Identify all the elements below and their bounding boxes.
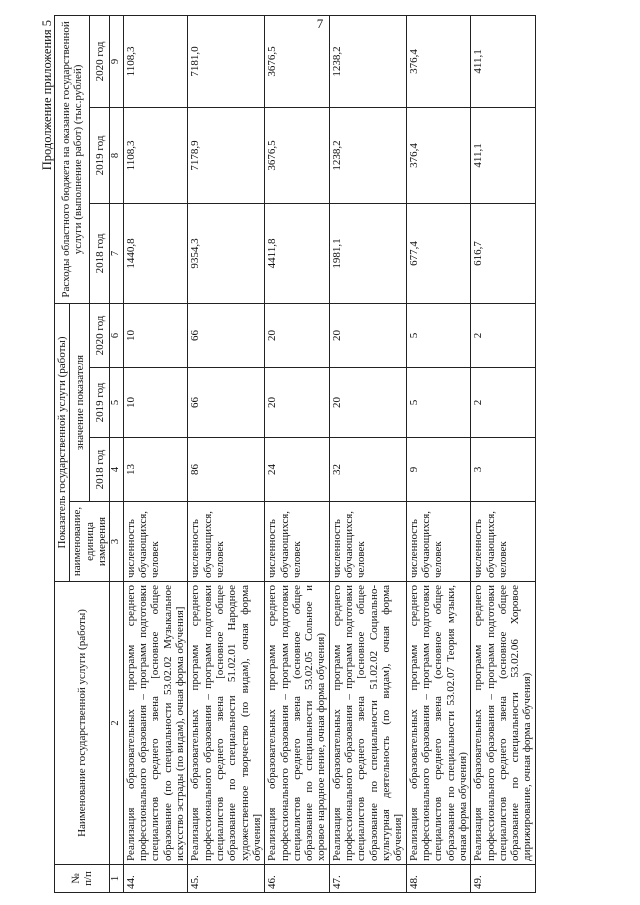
column-number: 3 bbox=[110, 502, 124, 582]
header-expense-2018: 2018 год bbox=[90, 203, 110, 303]
expense-2020: 1108,3 bbox=[123, 15, 188, 107]
value-2020: 20 bbox=[265, 303, 330, 367]
column-number: 8 bbox=[110, 107, 124, 203]
table-row bbox=[265, 15, 330, 892]
service-name: Реализация образовательных программ среднего профессионального образования – программ подготовки специалистов среднего звена (основное общее образование по специальности 53.02.05 Сольное и хоровое народное пение, очная форма обучения) bbox=[265, 582, 330, 865]
expense-2018: 9354,3 bbox=[188, 203, 265, 303]
column-number: 2 bbox=[110, 582, 124, 865]
header-value-2020: 2020 год bbox=[90, 303, 110, 367]
header-service-name: Наименование государственной услуги (работы) bbox=[55, 582, 110, 865]
value-2019: 5 bbox=[406, 368, 471, 438]
column-number: 4 bbox=[110, 438, 124, 502]
value-2020: 10 bbox=[123, 303, 188, 367]
expense-2020: 7181,0 bbox=[188, 15, 265, 107]
services-table bbox=[54, 15, 536, 893]
header-value-2018: 2018 год bbox=[90, 438, 110, 502]
column-numbers-row bbox=[110, 15, 124, 892]
header-expenses-group: Расходы областного бюджета на оказание государственной услуги (выполнение работ) (тыс.рублей) bbox=[55, 15, 90, 303]
value-2020: 2 bbox=[471, 303, 536, 367]
column-number: 5 bbox=[110, 368, 124, 438]
table-header bbox=[55, 15, 124, 892]
expense-2020: 1238,2 bbox=[329, 15, 406, 107]
service-name: Реализация образовательных программ среднего профессионального образования – программ подготовки специалистов среднего звена (основное общее образование по специальности 53.02.06 Хоровое дирижирование, очная форма обучения) bbox=[471, 582, 536, 865]
row-number: 48. bbox=[406, 865, 471, 893]
value-2019: 2 bbox=[471, 368, 536, 438]
value-2018: 3 bbox=[471, 438, 536, 502]
unit-cell: численность обучающихся, человек bbox=[329, 502, 406, 582]
table-row bbox=[123, 15, 188, 892]
expense-2019: 376,4 bbox=[406, 107, 471, 203]
value-2020: 20 bbox=[329, 303, 406, 367]
service-name: Реализация образовательных программ среднего профессионального образования – программ подготовки специалистов среднего звена [основное общее образование (по специальности 53.02.02 Музыкальное искусство эстрады (по видам), очная форма обучения] bbox=[123, 582, 188, 865]
expense-2018: 616,7 bbox=[471, 203, 536, 303]
value-2018: 86 bbox=[188, 438, 265, 502]
value-2020: 5 bbox=[406, 303, 471, 367]
header-unit: наименование, единица измерения bbox=[70, 502, 110, 582]
expense-2019: 411,1 bbox=[471, 107, 536, 203]
header-expense-2020: 2020 год bbox=[90, 15, 110, 107]
expense-2019: 1108,3 bbox=[123, 107, 188, 203]
value-2018: 32 bbox=[329, 438, 406, 502]
row-number: 49. bbox=[471, 865, 536, 893]
table-body bbox=[123, 15, 535, 892]
unit-cell: численность обучающихся, человек bbox=[406, 502, 471, 582]
table-row bbox=[188, 15, 265, 892]
unit-cell: численность обучающихся, человек bbox=[188, 502, 265, 582]
header-num: № п/п bbox=[55, 865, 110, 893]
expense-2020: 411,1 bbox=[471, 15, 536, 107]
unit-cell: численность обучающихся, человек bbox=[123, 502, 188, 582]
row-number: 46. bbox=[265, 865, 330, 893]
page-number: 7 bbox=[316, 16, 324, 31]
row-number: 44. bbox=[123, 865, 188, 893]
service-name: Реализация образовательных программ среднего профессионального образования – программ подготовки специалистов среднего звена [основное общее образование по специальности 51.02.02 Социально-культурная деятельность (по видам), очная форма обучения] bbox=[329, 582, 406, 865]
table-row bbox=[329, 15, 406, 892]
expense-2019: 3676,5 bbox=[265, 107, 330, 203]
expense-2018: 1981,1 bbox=[329, 203, 406, 303]
header-expense-2019: 2019 год bbox=[90, 107, 110, 203]
continuation-note: Продолжение приложения 5 bbox=[40, 20, 54, 171]
value-2018: 9 bbox=[406, 438, 471, 502]
header-value-2019: 2019 год bbox=[90, 368, 110, 438]
rotated-page bbox=[40, 16, 632, 893]
value-2019: 10 bbox=[123, 368, 188, 438]
service-name: Реализация образовательных программ среднего профессионального образования – программ подготовки специалистов среднего звена [основное общее образование по специальности 51.02.01 Народное художественное творчество (по видам), очная форма обучения] bbox=[188, 582, 265, 865]
value-2020: 66 bbox=[188, 303, 265, 367]
value-2019: 20 bbox=[329, 368, 406, 438]
row-number: 45. bbox=[188, 865, 265, 893]
expense-2020: 3676,5 bbox=[265, 15, 330, 107]
value-2018: 13 bbox=[123, 438, 188, 502]
unit-cell: численность обучающихся, человек bbox=[265, 502, 330, 582]
table-row bbox=[406, 15, 471, 892]
expense-2019: 1238,2 bbox=[329, 107, 406, 203]
header-indicator-group: Показатель государственной услуги (работы) bbox=[55, 303, 70, 581]
value-2018: 24 bbox=[265, 438, 330, 502]
expense-2018: 1440,8 bbox=[123, 203, 188, 303]
table-row bbox=[471, 15, 536, 892]
service-name: Реализация образовательных программ среднего профессионального образования – программ подготовки специалистов среднего звена (основное общее образование по специальности 53.02.07 Теория музыки, очная форма обучения) bbox=[406, 582, 471, 865]
row-number: 47. bbox=[329, 865, 406, 893]
column-number: 9 bbox=[110, 15, 124, 107]
column-number: 1 bbox=[110, 865, 124, 893]
unit-cell: численность обучающихся, человек bbox=[471, 502, 536, 582]
value-2019: 20 bbox=[265, 368, 330, 438]
expense-2018: 4411,8 bbox=[265, 203, 330, 303]
value-2019: 66 bbox=[188, 368, 265, 438]
expense-2020: 376,4 bbox=[406, 15, 471, 107]
header-values-group: значение показателя bbox=[70, 303, 90, 501]
expense-2019: 7178,9 bbox=[188, 107, 265, 203]
expense-2018: 677,4 bbox=[406, 203, 471, 303]
column-number: 7 bbox=[110, 203, 124, 303]
column-number: 6 bbox=[110, 303, 124, 367]
